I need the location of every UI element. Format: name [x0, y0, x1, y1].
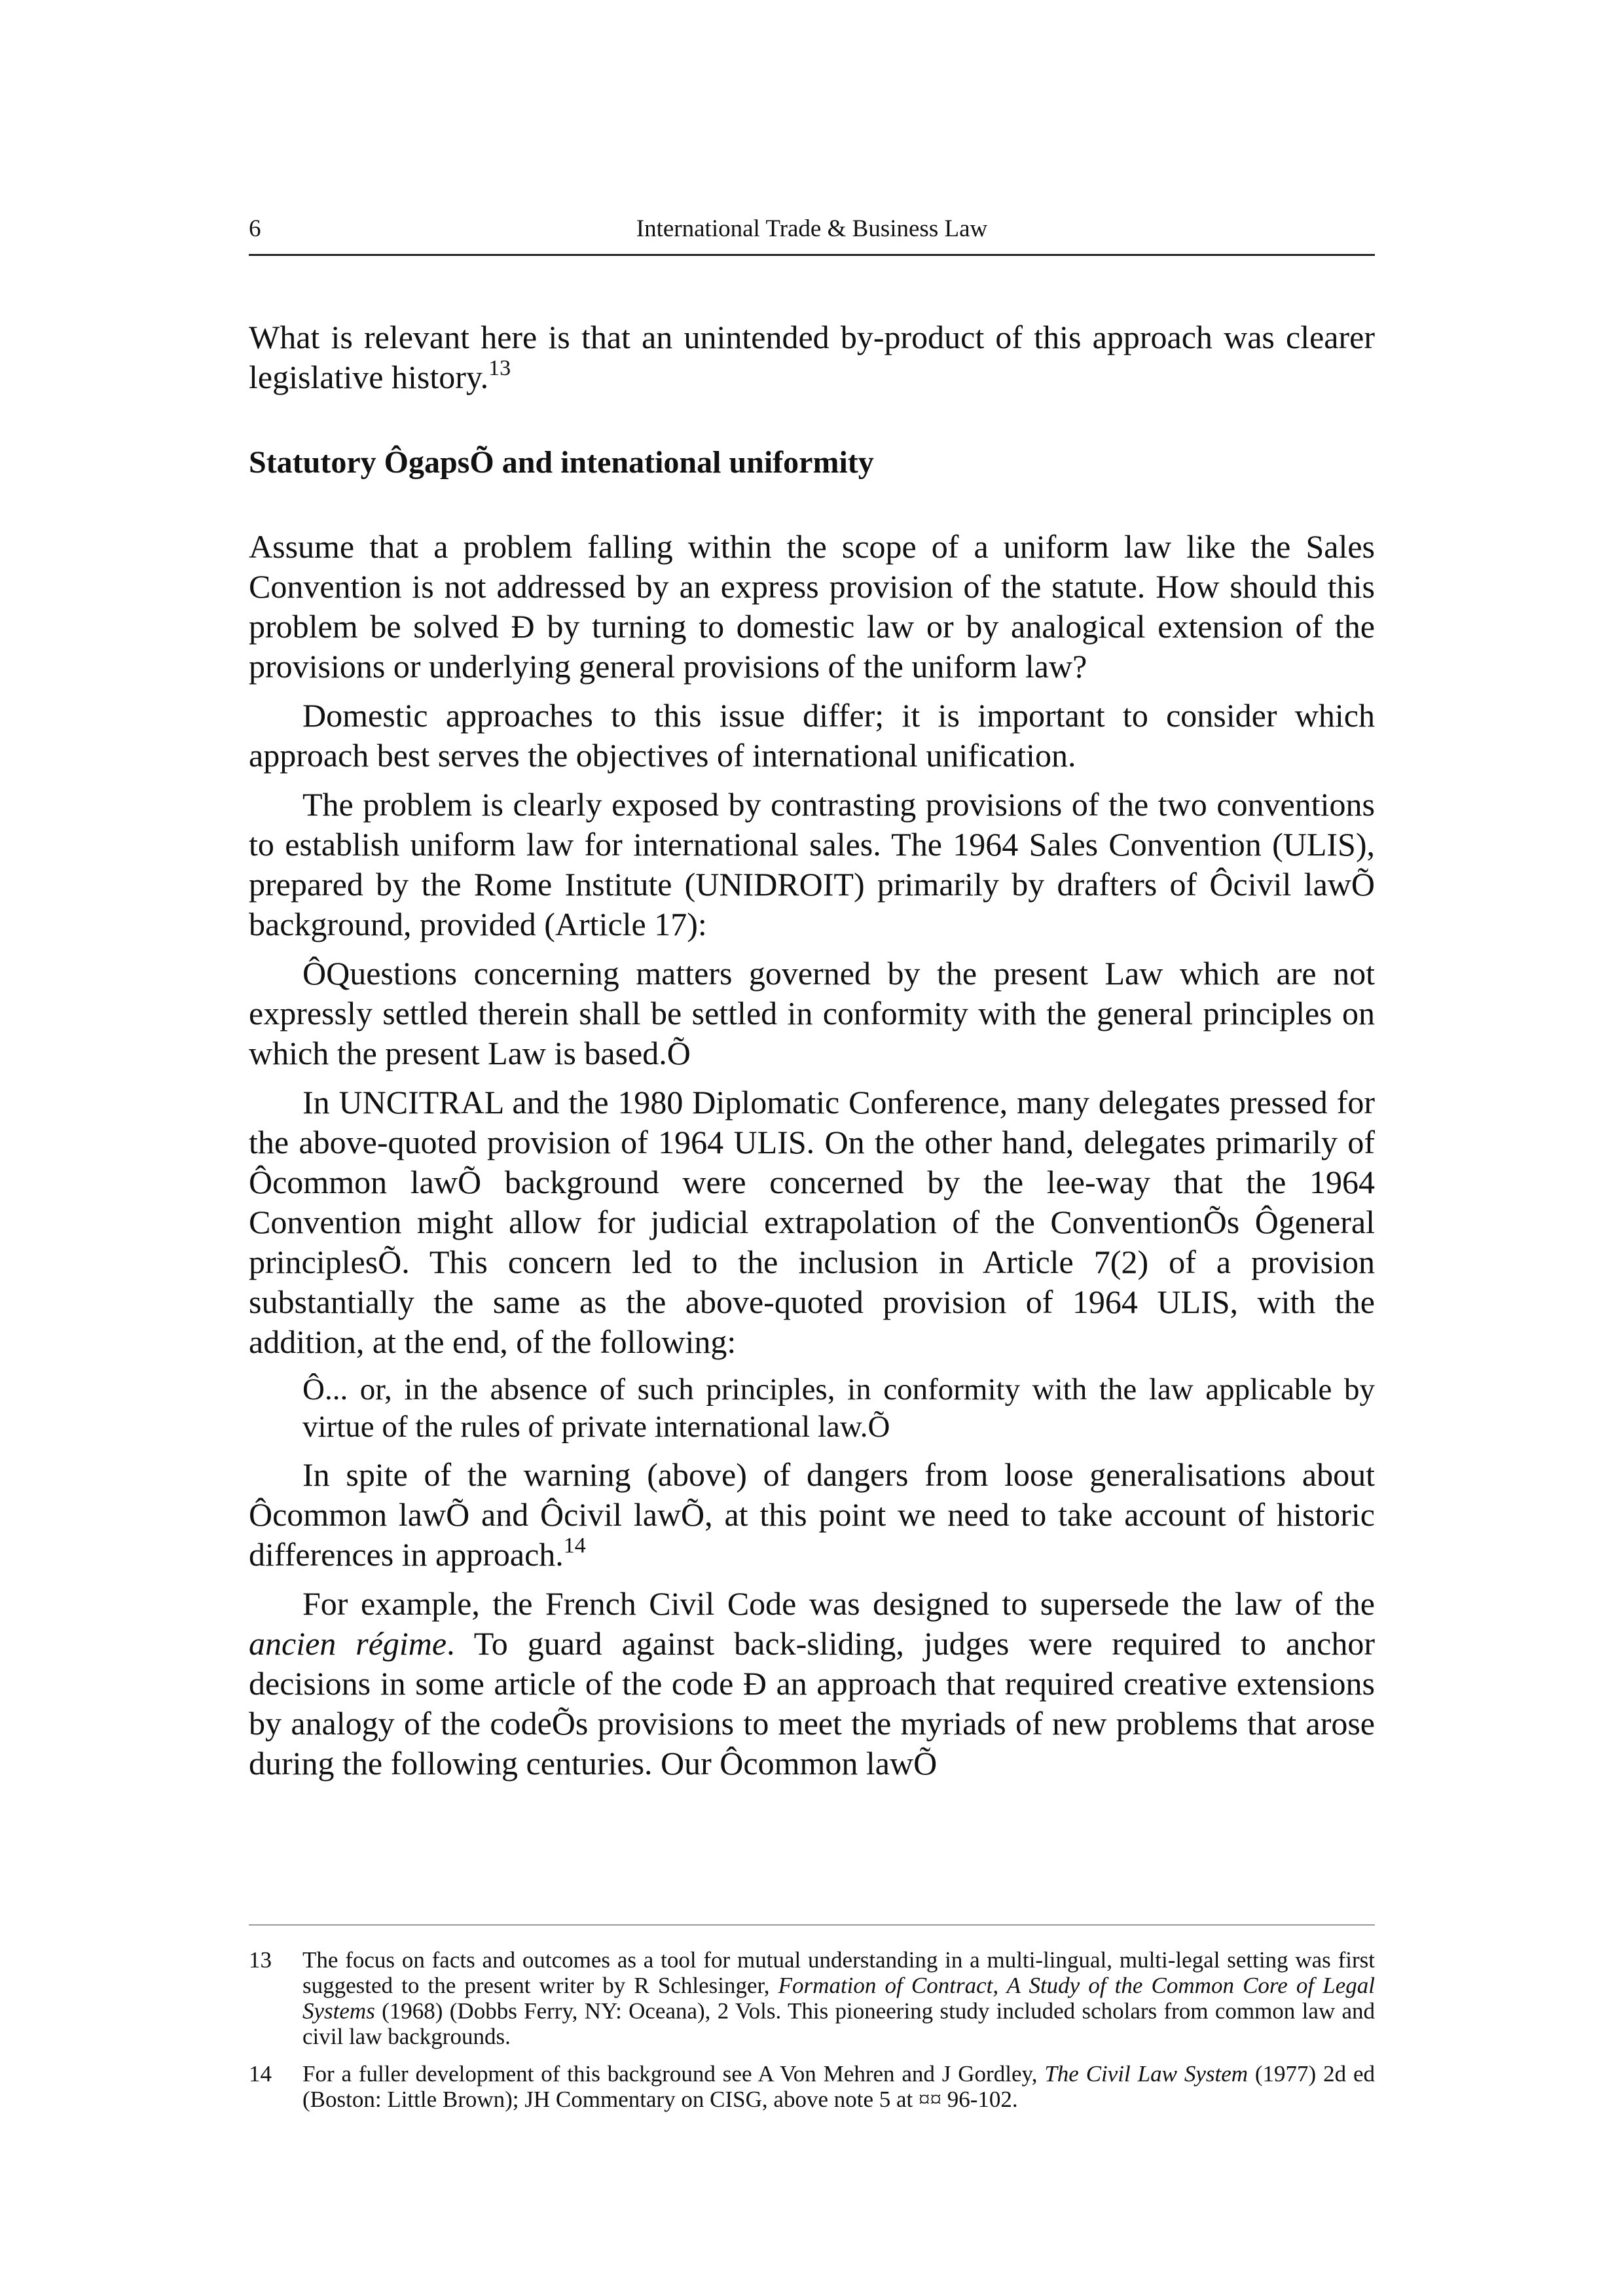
- paragraph-5-text: In spite of the warning (above) of dangers from loose generalisations about Ôcommon lawÕ and Ôcivil lawÕ, at this point we need to take account of historic differences in approach.: [249, 1456, 1375, 1573]
- page-number: 6: [249, 215, 261, 242]
- note-reference-14: 14: [563, 1534, 586, 1558]
- document-page: [249, 0, 1375, 2296]
- paragraph-4: In UNCITRAL and the 1980 Diplomatic Conference, many delegates pressed for the above-quoted provision of 1964 ULIS. On the other hand, delegates primarily of Ôcommon lawÕ background were concerned by the lee-way that the 1964 Convention might allow for judicial extrapolation of the ConventionÕs Ôgeneral principlesÕ. This concern led to the inclusion in Article 7(2) of a provision substantially the same as the above-quoted provision of 1964 ULIS, with the addition, at the end, of the following:: [249, 1084, 1375, 1360]
- footnote-14: [249, 2061, 1375, 2112]
- footnote-italic-title: Formation of Contract, A Study of the Common Core of Legal Systems: [302, 1973, 1375, 2024]
- footnote-number: 13: [249, 1947, 272, 1973]
- paragraph-6-text-b: . To guard against back-sliding, judges were required to anchor decisions in some article of the code Ð an approach that required creative extensions by analogy of the codeÕs provisions to meet the myriads of new problems that arose during the following centuries. Our Ôcommon lawÕ: [249, 1625, 1375, 1782]
- footnote-text: (1977) 2d ed (Boston: Little Brown); JH Commentary on CISG, above note 5 at ¤¤ 96-102.: [302, 2061, 1375, 2112]
- footnote-italic-title: The Civil Law System: [1044, 2061, 1249, 2087]
- intro-text: What is relevant here is that an unintended by-product of this approach was clearer legislative history.: [249, 319, 1375, 395]
- quote-article-17: ÔQuestions concerning matters governed by the present Law which are not expressly settled therein shall be settled in conformity with the general principles on which the present Law is based.Õ: [249, 955, 1375, 1071]
- footnote-divider: [249, 1924, 1375, 1926]
- paragraph-2: Domestic approaches to this issue differ; it is important to consider which approach best serves the objectives of international unification.: [249, 697, 1375, 774]
- running-header: [249, 215, 1375, 256]
- intro-paragraph: [249, 317, 1375, 397]
- footnote-text: For a fuller development of this background see A Von Mehren and J Gordley,: [302, 2061, 1038, 2087]
- paragraph-6-text-a: For example, the French Civil Code was designed to supersede the law of the: [302, 1585, 1375, 1622]
- section-heading: Statutory ÔgapsÕ and intenational uniformity: [249, 445, 874, 480]
- note-reference-13: 13: [488, 356, 511, 380]
- body-text: [249, 317, 1375, 1784]
- footnote-text: The focus on facts and outcomes as a tool for mutual understanding in a multi-lingual, multi-legal setting was first suggested to the present writer by R Schlesinger,: [302, 1947, 1375, 1998]
- paragraph-6-italic: ancien régime: [249, 1625, 447, 1662]
- footnote-text: (1968) (Dobbs Ferry, NY: Oceana), 2 Vols. This pioneering study included scholars from common law and civil law backgrounds.: [302, 1998, 1376, 2049]
- running-title: International Trade & Business Law: [636, 215, 988, 242]
- paragraph-5: [249, 1455, 1375, 1575]
- footnote-number: 14: [249, 2061, 272, 2087]
- quote-article-7-2: Ô... or, in the absence of such principles, in conformity with the law applicable by virtue of the rules of private international law.Õ: [302, 1372, 1375, 1444]
- paragraph-6: [249, 1584, 1375, 1784]
- paragraph-3: The problem is clearly exposed by contrasting provisions of the two conventions to establish uniform law for international sales. The 1964 Sales Convention (ULIS), prepared by the Rome Institute (UNIDROIT) primarily by drafters of Ôcivil lawÕ background, provided (Article 17):: [249, 786, 1375, 942]
- paragraph-1: Assume that a problem falling within the scope of a uniform law like the Sales Convention is not addressed by an express provision of the statute. How should this problem be solved Ð by turning to domestic law or by analogical extension of the provisions or underlying general provisions of the uniform law?: [249, 528, 1375, 685]
- footnotes: [249, 1947, 1375, 2124]
- footnote-13: [249, 1947, 1375, 2049]
